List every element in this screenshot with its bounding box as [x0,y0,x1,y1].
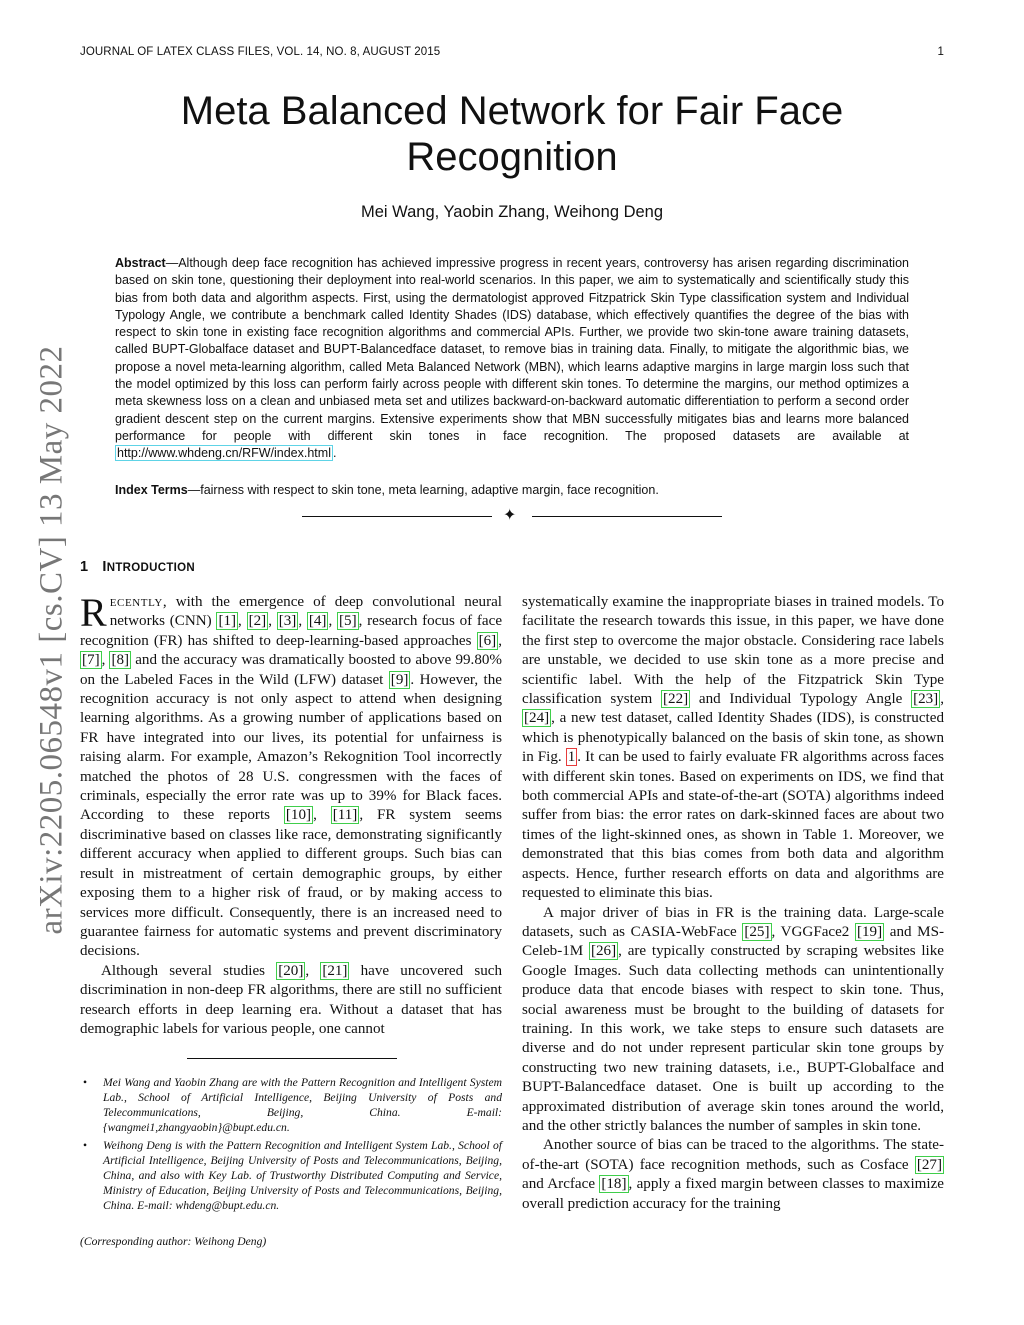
journal-header: JOURNAL OF LATEX CLASS FILES, VOL. 14, NO. 8, AUGUST 2015 [80,46,441,58]
running-header [80,46,944,58]
citation-link[interactable]: [6] [478,632,497,649]
paper-title: Meta Balanced Network for Fair Face Recognition [180,89,844,179]
page-number: 1 [937,46,944,58]
citation-link[interactable]: [27] [916,1156,942,1173]
citation-link[interactable]: [4] [308,613,327,630]
citation-link[interactable]: [2] [248,613,267,630]
citation-link[interactable]: [3] [278,613,297,630]
footnote-affiliation-1: • Mei Wang and Yaobin Zhang are with the Pattern Recognition and Intelligent System Lab., School of Artificial Intelligence, Beijing University of Posts and Telecommunications, Beijing, China. E-mail: {wangmei1,zhangyaobin}@bupt.edu.cn. [83,1076,502,1134]
citation-link[interactable]: [7] [82,652,100,669]
abstract-text: —Although deep face recognition has achieved impressive progress in recent years, controversy has arisen regarding discrimination based on skin tone, questioning their deployment into real-world scenarios. In this paper, we aim to systematically and scientifically study this bias from both data and algorithm aspects. First, using the dermatologist approved Fitzpatrick Skin Type classification system and Individual Typology Angle, we contribute a benchmark called Identity Shades (IDS) database, which effectively quantifies the degree of the bias with respect to skin tone in existing face recognition algorithms and commercial APIs. Further, we provide two skin-tone aware training datasets, called BUPT-Globalface dataset and BUPT-Balancedface dataset, to remove bias in training data. Finally, to mitigate the algorithmic bias, we propose a novel meta-learning algorithm, called Meta Balanced Network (MBN), which learns adaptive margins in large margin loss such that the model optimized by this loss can perform fairly across people with different skin tones. To determine the margins, our method optimizes a meta skewness loss on a clean and unbiased meta set and utilizes backward-on-backward automatic differentiation to perform a second order gradient descent step on the current margins. Extensive experiments show that MBN successfully mitigates bias and learns more balanced performance for people with different skin tones in face recognition. The proposed datasets are available at [115,256,909,443]
section-number: 1 [80,559,89,575]
bullet-icon: • [83,1076,88,1089]
abstract-label: Abstract [115,256,166,270]
drop-cap: R [80,590,107,635]
citation-link[interactable]: [10] [285,807,312,824]
body-column-right [522,593,944,1214]
arxiv-stamp: arXiv:2205.06548v1 [cs.CV] 13 May 2022 [33,345,70,935]
separator-rule-right [532,516,722,517]
citation-link[interactable]: [25] [744,923,770,940]
abstract: Abstract—Although deep face recognition has achieved impressive progress in recent years, controversy has arisen regarding discrimination based on skin tone, questioning their deployment into real-world scenarios. In this paper, we aim to systematically and scientifically study this bias from both data and algorithm aspects. First, using the dermatologist approved Fitzpatrick Skin Type classification system and Individual Typology Angle, we contribute a benchmark called Identity Shades (IDS) database, which effectively quantifies the degree of the bias with respect to skin tone in existing face recognition algorithms and commercial APIs. Further, we provide two skin-tone aware training datasets, called BUPT-Globalface dataset and BUPT-Balancedface dataset, to remove bias in training data. Finally, to mitigate the algorithmic bias, we propose a novel meta-learning algorithm, called Meta Balanced Network (MBN), which learns adaptive margins in large margin loss such that the model optimized by this loss can perform fairly across people with different skin tones. To determine the margins, our method optimizes a meta skewness loss on a clean and unbiased meta set and utilizes backward-on-backward automatic differentiation to perform a second order gradient descent step on the current margins. Extensive experiments show that MBN successfully mitigates bias and learns more balanced performance for people with different skin tones in face recognition. The proposed datasets are available at http://www.whdeng.cn/RFW/index.html . [115,256,909,461]
section-initial: I [102,559,107,575]
citation-link[interactable]: [23] [913,691,939,708]
separator-rule-left [302,516,492,517]
citation-link[interactable]: [19] [856,923,883,940]
figure-ref-link[interactable]: 1 [567,749,576,766]
citation-link[interactable]: [24] [524,710,550,727]
section-heading-introduction [80,559,195,575]
citation-link[interactable]: [11] [332,807,358,824]
paragraph-1: Recently, with the emergence of deep convolutional neural networks (CNN) [1] , [2] , [3] , [4] , [5] , research focus of face recognition (FR) has shifted to deep-learning-based approaches [6] , [7] , [8] and the accuracy was dramatically boosted to above 99.80% on the Labeled Faces in the Wild (LFW) dataset [9] . However, the recognition accuracy is not only aspect to attend when designing learning algorithms. As a growing number of applications based on FR have integrated into our lives, its potential for unfairness is raising alarm. For example, Amazon’s Rekognition Tool incorrectly matched the photos of 28 U.S. congressmen with the faces of criminals, especially the error rate was up to 39% for Black faces. According to these reports [10] , [11] , FR system seems discriminative based on classes like race, demonstrating significantly different accuracy when applied to different groups. Such bias can result in mistreatment of certain demographic groups, by either exposing them to a higher risk of fraud, or by making access to services more difficult. Consequently, there is an increased need to guarantee fairness for automatic systems and prevent discriminatory decisions. [80,590,503,960]
corresponding-author-note: (Corresponding author: Weihong Deng) [80,1235,267,1248]
dataset-url-link[interactable]: http://www.whdeng.cn/RFW/index.html [117,446,331,461]
section-separator [302,506,722,526]
author-list: Mei Wang, Yaobin Zhang, Weihong Deng [360,203,664,221]
section-title-rest: NTRODUCTION [106,562,195,574]
index-terms-label: Index Terms [115,483,188,497]
citation-link[interactable]: [18] [601,1176,627,1193]
separator-diamond-icon: ✦ [503,507,517,524]
index-terms-text: —fairness with respect to skin tone, meta learning, adaptive margin, face recognition. [187,483,659,497]
body-column-left [80,590,503,1039]
footnote-affiliation-2: • Weihong Deng is with the Pattern Recognition and Intelligent System Lab., School of Artificial Intelligence, Beijing University of Posts and Telecommunications, Beijing, China, and also with Key Lab. of Trustworthy Distributed Computing and Service, Ministry of Education, Beijing University of Posts and Telecommunications, Beijing, China. E-mail: whdeng@bupt.edu.cn. [83,1139,502,1212]
citation-link[interactable]: [8] [111,652,130,669]
paragraph-4: A major driver of bias in FR is the training data. Large-scale datasets, such as CASIA-WebFace [25] , VGGFace2 [19] and MS-Celeb-1M [26] , are typically constructed by scraping websites like Google Images. Such data collecting methods can unintentionally produce data that encode biases with respect to skin tone. Thus, social awareness must be brought to the building of datasets for training. In this work, we take steps to ensure such datasets are diverse and do not under represent particular skin tone groups by constructing two new training datasets, i.e., BUPT-Globalface and BUPT-Balancedface dataset. One is built up according to the approximated distribution of average skin tones around the world, and the other strictly balances the number of samples in skin tone. [522,904,944,1134]
footnotes [80,1075,502,1216]
bullet-icon: • [83,1139,88,1152]
citation-link[interactable]: [1] [218,613,237,630]
paragraph-5: Another source of bias can be traced to the algorithms. The state-of-the-art (SOTA) face recognition methods, such as Cosface [27] and Arcface [18] , apply a fixed margin between classes to maximize overall prediction accuracy for the training [522,1137,945,1212]
paragraph-3: systematically examine the inappropriate biases in trained models. To facilitate the research towards this issue, in this paper, we have done the first step to overcome the major obstacle. Considering race labels are unstable, we decided to use skin tone as a more precise and scientific label. With the help of the Fitzpatrick Skin Type classification system [22] and Individual Typology Angle [23] , [24] , a new test dataset, called Identity Shades (IDS), is constructed which is phenotypically balanced on the basis of skin tone, as shown in Fig. 1 . It can be used to fairly evaluate FR algorithms across faces with different skin tones. Based on experiments on IDS, we find that both commercial APIs and state-of-the-art (SOTA) algorithms indeed suffer from bias: the error rates on dark-skinned faces are about two times of the light-skinned ones, as shown in Table 1. Moreover, we demonstrated that this bias comes from both data and algorithm aspects. Hence, further research efforts on data and algorithms are requested to eliminate this bias. [522,594,944,902]
citation-link[interactable]: [9] [390,671,409,688]
citation-link[interactable]: [20] [278,962,304,979]
paragraph-2: Although several studies [20] , [21] have uncovered such discrimination in non-deep FR algorithms, there are still no sufficient research efforts in deep learning era. Without a dataset that has demographic labels for various people, one cannot [80,962,502,1037]
index-terms [115,482,909,499]
citation-link[interactable]: [22] [663,691,689,708]
footnote-rule [187,1058,397,1059]
citation-link[interactable]: [5] [339,613,357,630]
citation-link[interactable]: [26] [590,943,617,960]
citation-link[interactable]: [21] [322,962,348,979]
